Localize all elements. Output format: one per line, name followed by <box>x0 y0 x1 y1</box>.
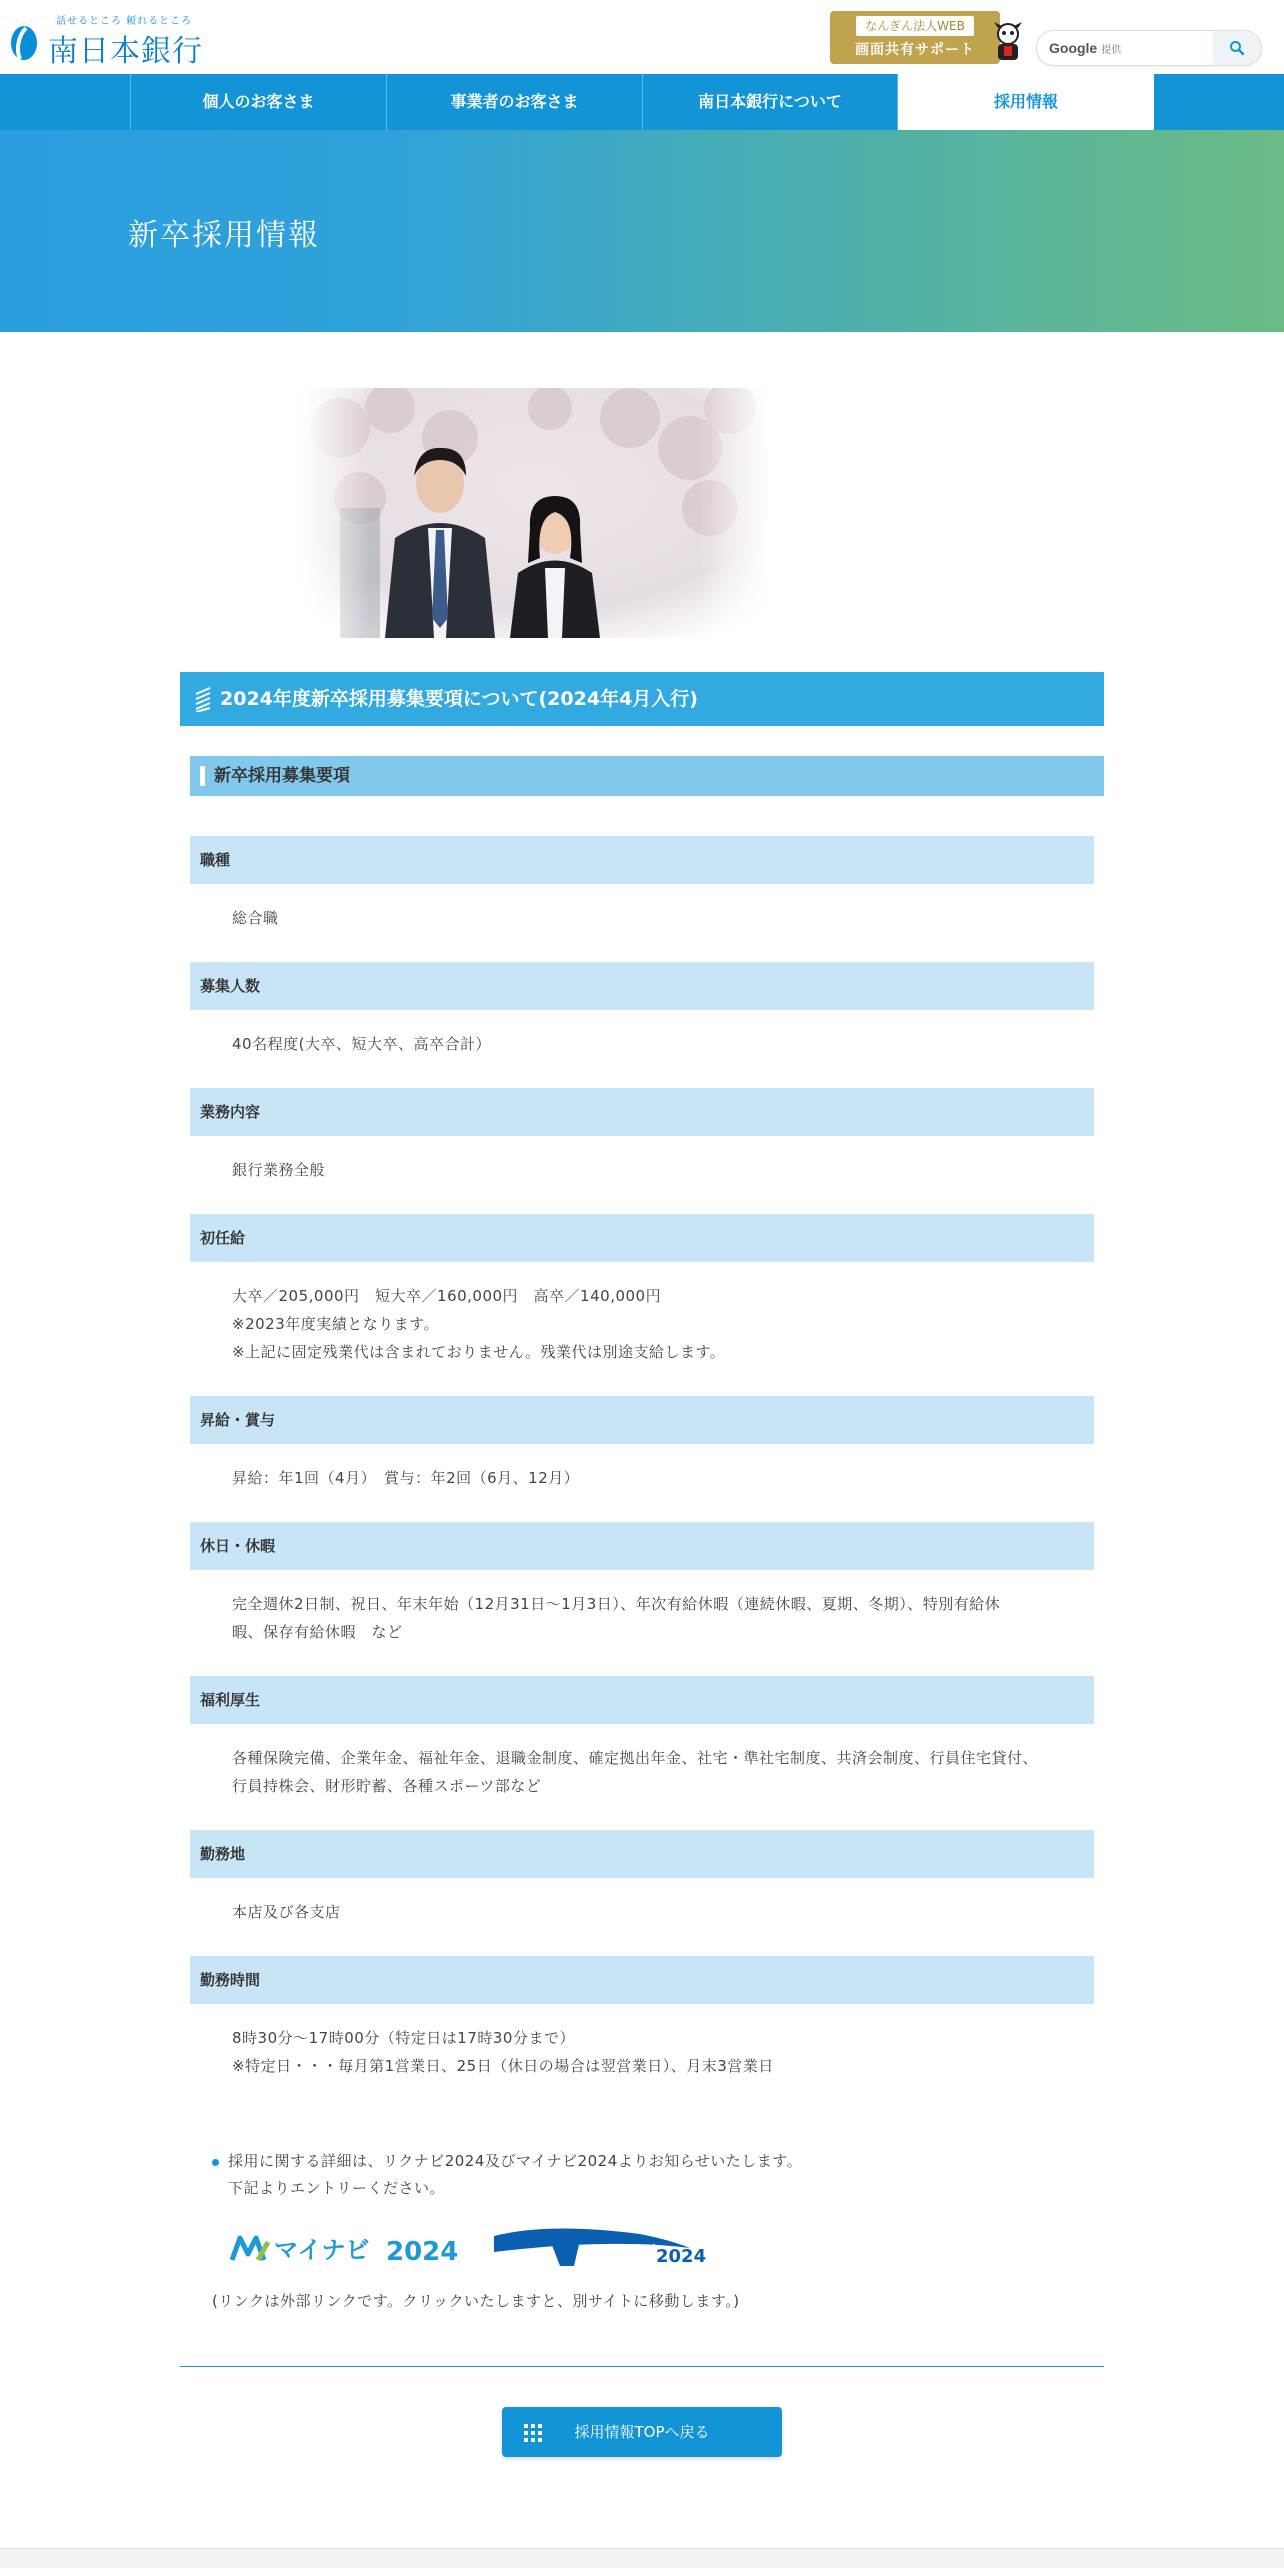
requirement-head: 募集人数 <box>190 962 1094 1010</box>
external-link-note: (リンクは外部リンクです。クリックいたしますと、別サイトに移動します。) <box>212 2292 740 2310</box>
rikunavi-label: リクナビ <box>578 2241 658 2265</box>
requirement-head: 勤務地 <box>190 1830 1094 1878</box>
requirement-line: 完全週休2日制、祝日、年末年始（12月31日～1月3日）、年次有給休暇（連続休暇、夏期、冬期）、特別有給休 <box>232 1595 1001 1613</box>
requirement-line: ※2023年度実績となります。 <box>232 1315 440 1333</box>
requirement-head: 福利厚生 <box>190 1676 1094 1724</box>
requirement-head: 昇給・賞与 <box>190 1396 1094 1444</box>
support-main-label: 画面共有サポート <box>855 42 975 58</box>
requirement-item <box>190 836 1094 962</box>
requirement-line: 昇給：年1回（4月） 賞与：年2回（6月、12月） <box>232 1469 580 1487</box>
requirement-head: 勤務時間 <box>190 1956 1094 2004</box>
rikunavi-year: 2024 <box>656 2246 707 2267</box>
notice-line: 下記よりエントリーください。 <box>228 2179 446 2197</box>
sub-heading: 新卒採用募集要項 <box>190 756 1104 796</box>
requirement-line: 40名程度(大卒、短大卒、高卒合計） <box>232 1035 491 1053</box>
requirement-line: 行員持株会、財形貯蓄、各種スポーツ部など <box>232 1777 542 1795</box>
entry-notice <box>212 2148 1104 2202</box>
requirement-line: ※特定日・・・毎月第1営業日、25日（休日の場合は翌営業日）、月末3営業日 <box>232 2057 774 2075</box>
requirement-body <box>190 1444 1150 1522</box>
requirement-item <box>190 1396 1094 1522</box>
notice-line: 採用に関する詳細は、リクナビ2024及びマイナビ2024よりお知らせいたします。 <box>228 2152 803 2170</box>
requirement-body <box>190 1878 1150 1956</box>
mascot-dog-icon <box>992 20 1024 64</box>
nav-item-personal[interactable]: 個人のお客さま <box>130 74 386 130</box>
requirement-head: 業務内容 <box>190 1088 1094 1136</box>
global-nav <box>0 74 1284 130</box>
footer-strip <box>0 2548 1284 2568</box>
site-header <box>0 0 1284 74</box>
requirement-body <box>190 2004 1150 2110</box>
requirement-line: 総合職 <box>232 909 279 927</box>
requirement-line: ※上記に固定残業代は含まれておりません。残業代は別途支給します。 <box>232 1343 726 1361</box>
requirement-line: 大卒／205,000円 短大卒／160,000円 高卒／140,000円 <box>232 1287 662 1305</box>
requirement-item <box>190 962 1094 1088</box>
grid-icon <box>524 2424 542 2442</box>
requirement-head: 休日・休暇 <box>190 1522 1094 1570</box>
requirement-body <box>190 1570 1150 1676</box>
google-label: Google <box>1049 40 1098 56</box>
bank-logo[interactable] <box>8 12 203 68</box>
requirements-list <box>190 836 1094 2110</box>
requirement-head: 職種 <box>190 836 1094 884</box>
back-to-recruit-top-button[interactable] <box>502 2407 782 2457</box>
requirement-item <box>190 1088 1094 1214</box>
search-button[interactable] <box>1213 31 1261 65</box>
requirement-body <box>190 1724 1150 1830</box>
bank-logo-mark-icon <box>8 24 40 62</box>
nav-item-about[interactable]: 南日本銀行について <box>642 74 898 130</box>
search-icon <box>1229 40 1245 56</box>
page-banner <box>0 130 1284 332</box>
requirement-line: 暇、保存有給休暇 など <box>232 1623 403 1641</box>
requirement-line: 各種保険完備、企業年金、福祉年金、退職金制度、確定拠出年金、社宅・準社宅制度、共済会制度、行員住宅貸付、 <box>232 1749 1039 1767</box>
main-heading-text: 2024年度新卒採用募集要項について(2024年4月入行) <box>220 688 698 710</box>
requirement-body <box>190 1262 1150 1396</box>
mynavi-label: マイナビ <box>274 2236 370 2264</box>
requirement-body <box>190 1010 1150 1088</box>
screen-share-support-button[interactable] <box>830 11 1000 64</box>
requirement-item <box>190 1522 1094 1676</box>
nav-item-business[interactable]: 事業者のお客さま <box>386 74 642 130</box>
bank-name: 南日本銀行 <box>48 35 203 68</box>
mynavi-year: 2024 <box>386 2237 458 2266</box>
requirement-body <box>190 1136 1150 1214</box>
requirement-line: 本店及び各支店 <box>232 1903 341 1921</box>
requirement-line: 8時30分～17時00分（特定日は17時30分まで） <box>232 2029 575 2047</box>
requirement-item <box>190 1676 1094 1830</box>
requirement-item <box>190 1956 1094 2110</box>
google-provided-label: 提供 <box>1101 45 1122 56</box>
mynavi-link[interactable] <box>228 2230 458 2266</box>
entry-banners <box>228 2222 1104 2272</box>
recruit-photo <box>300 388 770 638</box>
requirement-body <box>190 884 1150 962</box>
back-button-label: 採用情報TOPへ戻る <box>574 2423 710 2441</box>
recruit-photo-image <box>300 388 770 638</box>
page-title: 新卒採用情報 <box>128 218 320 253</box>
requirement-head: 初任給 <box>190 1214 1094 1262</box>
nav-item-recruit[interactable]: 採用情報 <box>898 74 1154 130</box>
content-divider <box>180 2366 1104 2367</box>
logo-tagline: 話せるところ 頼れるところ <box>56 16 193 27</box>
requirement-item <box>190 1830 1094 1956</box>
stripes-icon <box>194 686 212 712</box>
main-heading <box>180 672 1104 726</box>
requirement-line: 銀行業務全般 <box>232 1161 326 1179</box>
google-search-box[interactable] <box>1036 30 1262 66</box>
rikunavi-link[interactable] <box>490 2222 710 2270</box>
google-search-label <box>1049 40 1121 56</box>
support-small-label: なんぎん法人WEB <box>856 16 974 36</box>
recruit-content <box>180 672 1104 2457</box>
requirement-item <box>190 1214 1094 1396</box>
